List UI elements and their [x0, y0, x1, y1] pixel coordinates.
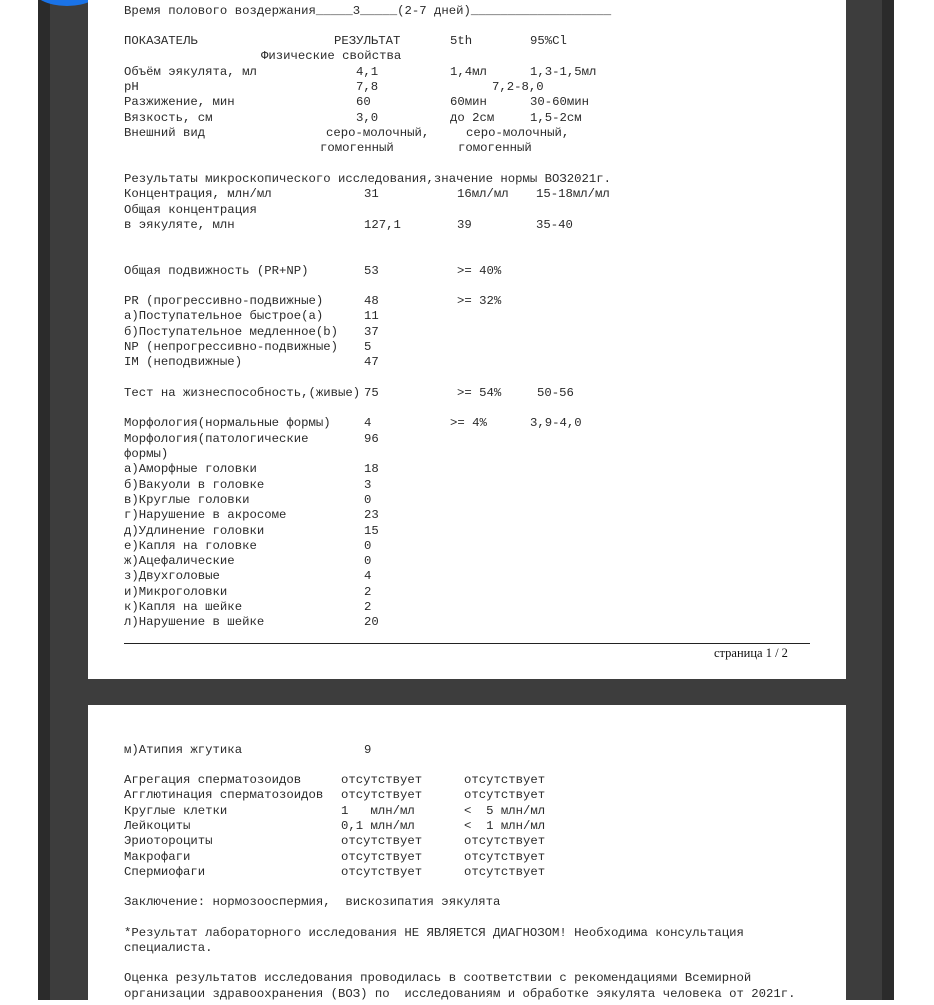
page-footer-rule	[124, 643, 810, 644]
document-page-2: м)Атипия жгутика 9 Агрегация сперматозоидов отсутствует отсутствует Агглютинация сперматозоидов отсутствует отсутствует Круглые клетки 1 млн/мл < 5 млн/мл Лейкоциты 0,1 млн/мл < 1 млн/мл Эриотороциты отсутствует отсутствует Макрофаги отсутствует отсутствует Спермиофаги отсутствует отсутствует Заключение: нормозооспермия, вискозипатия эякулята *Результат лабораторного исследования НЕ ЯВЛЯЕТСЯ ДИАГНОЗОМ! Необходима консультация специалиста. Оценка результатов исследования проводилась в соответствии с рекомендациями Всемирной организации здравоохранения (ВОЗ) по исследованиям и обработке эякулята человека от 2021г.	[88, 705, 846, 1005]
viewer-right-strip	[882, 0, 894, 1000]
header-indicator: ПОКАЗАТЕЛЬ	[124, 34, 198, 48]
header-5th: 5th	[450, 34, 473, 48]
who-note-line-1: Оценка результатов исследования проводилась в соответствии с рекомендациями Всемирной	[124, 971, 752, 985]
micro-section-title: Результаты микроскопического исследования,значение нормы ВОЗ2021г.	[124, 172, 612, 186]
viewer-left-strip	[38, 0, 50, 1000]
who-note-line-2: организации здравоохранения (ВОЗ) по исследованиям и обработке эякулята человека от 2021г.	[124, 987, 796, 1001]
header-result: РЕЗУЛЬТАТ	[334, 34, 401, 48]
disclaimer-line-2: специалиста.	[124, 941, 213, 955]
abstinence-row: Время полового воздержания_____3_____(2-7 дней)___________________	[124, 4, 612, 18]
physical-section-title: Физические свойства	[261, 49, 402, 63]
document-page-1: Время полового воздержания_____3_____(2-7 дней)___________________ ПОКАЗАТЕЛЬ РЕЗУЛЬТАТ 5th 95%Cl Физические свойства Объём эякулята, мл 4,1 1,4мл 1,3-1,5мл pH 7,8 7,2-8,0 Разжижение, мин 60 60мин 30-60мин Вязкость, см 3,0 до 2см 1,5-2см Внешний вид серо-молочный, серо-молочный, гомогенный гомогенный Результаты микроскопического исследования,значение нормы ВОЗ2021г. Концентрация, млн/мл 31 16мл/мл 15-18мл/мл Общая концентрация в эякуляте, млн 127,1 39 35-40 Общая подвижность (PR+NP) 53 >= 40% PR (прогрессивно-подвижные) 48 >= 32% а)Поступательное быстрое(а) 11 б)Поступательное медленное(b) 37 NP (непрогрессивно-подвижные) 5 IM (неподвижные) 47 Тест на жизнеспособность,(живые) 75 >= 54% 50-56 Морфология(нормальные формы) 4 >= 4% 3,9-4,0 Морфология(патологические 96 формы) а)Аморфные головки 18 б)Вакуоли в головке 3 в)Круглые головки 0 г)Нарушение в акросоме 23 д)Удлинение головки 15 е)Капля на головке 0 ж)Ацефалические 0 з)Двухголовые 4 и)Микроголовки 2 к)Капля на шейке 2 л)Нарушение в шейке 20 страница 1 / 2	[88, 0, 846, 679]
header-95ci: 95%Cl	[530, 34, 567, 48]
page-number: страница 1 / 2	[714, 646, 788, 660]
conclusion: Заключение: нормозооспермия, вискозипатия эякулята	[124, 895, 501, 909]
disclaimer-line-1: *Результат лабораторного исследования НЕ ЯВЛЯЕТСЯ ДИАГНОЗОМ! Необходима консультация	[124, 926, 744, 940]
